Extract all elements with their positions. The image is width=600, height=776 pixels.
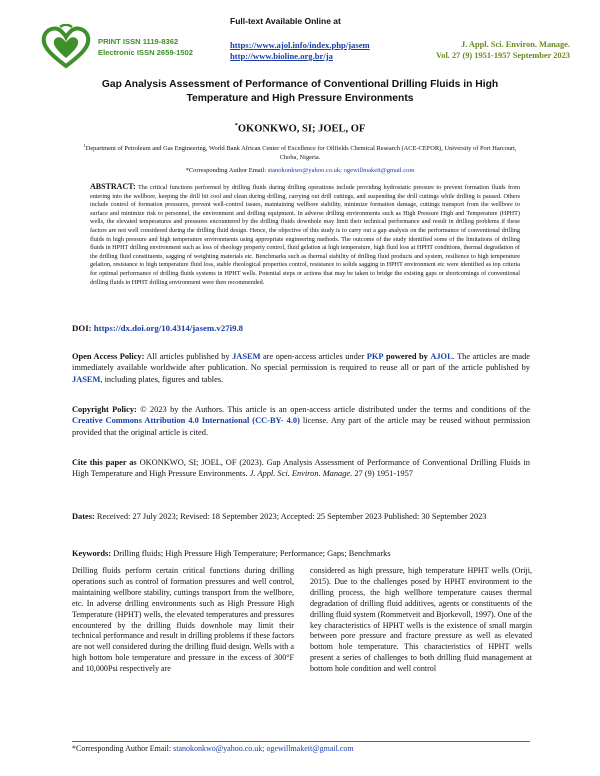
issn-electronic: Electronic ISSN 2659-1502: [98, 48, 193, 57]
citation-journal: J. Appl. Sci. Environ. Manage: [249, 469, 351, 479]
citation: [72, 457, 530, 480]
keywords: [72, 548, 530, 559]
open-access-text-2: are open-access articles under: [262, 352, 365, 361]
footnote-divider: [72, 741, 530, 742]
ajol-link[interactable]: https://www.ajol.info/index.php/jasem: [230, 40, 370, 50]
jasem-logo-icon: [40, 24, 92, 70]
open-access-policy: [72, 351, 530, 385]
affiliation-text: Department of Petroleum and Gas Engineering, World Bank African Center of Excellence for Oilfields Chemical Research (ACE-CEFOR), University of Port Harcourt, Choba, Nigeria.: [85, 145, 517, 162]
citation-text: OKONKWO, SI; JOEL, OF (2023). Gap Analysis Assessment of Performance of Conventional Drilling Fluids in High Temperature and High Pressure Environments.: [72, 458, 530, 479]
journal-links: [230, 40, 370, 62]
citation-volume: . 27 (9) 1951-1957: [350, 469, 413, 479]
footer-corresponding-author: [72, 744, 354, 753]
open-access-text-5: , including plates, figures and tables.: [100, 374, 224, 384]
citation-label: Cite this paper as: [72, 458, 137, 467]
body-column-left: Drilling fluids perform certain critical functions during drilling operations such as control of formation pressures and well control, maintaining wellbore stability, cuttings transport from the wellbore, etc. In adverse drilling environments such as High Pressure High Temperature (HPHT) wells, the elevated temperatures and pressures encountered by the drilling fluids downhole may limit their technical performance and result in drilling problems if these factors are not well considered during the drilling fluid design. Wells with a high bottom hole temperature and pressure in the excess of 300°F and 10,000Psi respectively are: [72, 566, 294, 674]
open-access-text-3: powered by: [385, 352, 428, 361]
issn-block: [98, 36, 193, 58]
copyright-label: Copyright Policy:: [72, 405, 137, 414]
open-access-label: Open Access Policy:: [72, 352, 145, 361]
license-link[interactable]: Creative Commons Attribution 4.0 International (CC-BY- 4.0): [72, 416, 300, 426]
full-text-label: Full-text Available Online at: [230, 16, 341, 26]
copyright-text-2: license. Any part of the article may be reused without permission provided that the original article is cited.: [72, 416, 531, 437]
corresponding-email[interactable]: stanokonkwo@yahoo.co.uk; ogewillmakeit@gmail.com: [267, 167, 415, 174]
open-access-text-4: . The articles are made immediately available worldwide after publication. No special permission is required to reuse all or part of the article published by: [72, 352, 531, 373]
author-marker: *: [234, 122, 238, 129]
dates-label: Dates:: [72, 512, 95, 521]
dates: [72, 511, 530, 522]
abstract-label: ABSTRACT:: [90, 182, 136, 191]
affiliation-marker: 1: [83, 143, 86, 148]
doi-label: DOI:: [72, 323, 92, 333]
footer-corresponding-email[interactable]: stanokonkwo@yahoo.co.uk; ogewillmakeit@gmail.com: [173, 744, 354, 753]
article-title: Gap Analysis Assessment of Performance of Conventional Drilling Fluids in High Temperature and High Pressure Environments: [101, 79, 499, 104]
pkp-link[interactable]: PKP: [366, 352, 384, 361]
journal-name: J. Appl. Sci. Environ. Manage.: [461, 40, 570, 49]
copyright-policy: [72, 404, 530, 438]
affiliation: [75, 141, 525, 162]
bioline-link[interactable]: http://www.bioline.org.br/ja: [230, 51, 333, 61]
issn-print: PRINT ISSN 1119-8362: [98, 37, 179, 46]
abstract-text: The critical functions performed by drilling fluids during drilling operations include providing hydrostatic pressure to prevent formation fluids from entering into the wellbore, keeping the drill bit cool and clean during drilling, carrying out drill cuttings, and suspending the drill cuttings while drilling is paused. Others include control of formation pressures, prevent well-control issues, maintaining wellbore stability, minimize formation damage, cuttings transport from the wellbore to surface and minimize risk to personnel, the environment and drilling equipment. In adverse drilling environments such as High Pressure High and Temperature (HPHT) wells, the elevated temperatures and pressures encountered by the drilling fluids downhole may limit their technical performance and result in drilling problems if these factors are not well considered during the drilling fluid design. Hence, the objective of this study is to carry out a gap analysis on the performance of conventional drilling fluids in high pressure and high temperature environments using appropriate engineering methods. The outcome of the study identified some of the limitations of drilling fluids in HPHT drilling environment such as loss of rheology property control, fluid gelation at high temperature, high fluid loss at HPHT conditions, thermal degradation of the drilling fluid constituents, sagging of weighting materials etc. Benchmarks such as thermal stability of drilling fluid products and system, resilience to high temperature gelation, resistance to high temperature fluid loss, stable rheological properties control, resistance to solids sagging in HPHT environment etc were identified as top criteria for optimal performance of drilling fluids systems in HPHT wells. Potential steps or actions that may be taken to bridge the existing gaps or shortcomings of conventional drilling fluids in HPHT drilling environment were then recommended.: [90, 184, 520, 286]
corresponding-author: [0, 167, 600, 174]
keywords-text: Drilling fluids; High Pressure High Temperature; Performance; Gaps; Benchmarks: [113, 549, 391, 558]
doi-line: [72, 323, 243, 333]
doi-link[interactable]: https://dx.doi.org/10.4314/jasem.v27i9.8: [93, 323, 244, 333]
ajol-name-link[interactable]: AJOL: [430, 352, 453, 361]
jasem-link[interactable]: JASEM: [232, 352, 261, 361]
author-line: [0, 122, 600, 135]
author-names: OKONKWO, SI; JOEL, OF: [237, 123, 366, 135]
abstract: [90, 183, 520, 287]
copyright-text-1: © 2023 by the Authors. This article is an open-access article distributed under the terms and conditions of the: [140, 405, 530, 414]
journal-header: [40, 14, 570, 74]
journal-volume: Vol. 27 (9) 1951-1957 September 2023: [436, 51, 570, 60]
journal-citation: [436, 39, 570, 61]
jasem-link-2[interactable]: JASEM: [72, 374, 101, 384]
body-column-right: considered as high pressure, high temperature HPHT wells (Oriji, 2015). Due to the challenges posed by HPHT environment to the drilling process, the high wellbore temperature causes thermal degradation of drilling fluid additives, agents or constituents of the drilling fluid system (Rommetveit and Bjorkevoll, 1997). One of the key characteristics of HPHT wells is the existence of small margin between pore pressure and fracture pressure as well as elevated bottom hole temperature. This characteristics of HPHT wells present a series of challenges to both drilling fluid management at bottom hole condition and well control: [310, 566, 532, 674]
open-access-text-1: All articles published by: [146, 352, 230, 361]
footer-corresponding-label: *Corresponding Author Email:: [72, 744, 172, 753]
dates-text: Received: 27 July 2023; Revised: 18 September 2023; Accepted: 25 September 2023 Published: 30 September 2023: [96, 512, 487, 521]
keywords-label: Keywords:: [72, 549, 112, 558]
corresponding-label: *Corresponding Author Email:: [185, 167, 267, 174]
